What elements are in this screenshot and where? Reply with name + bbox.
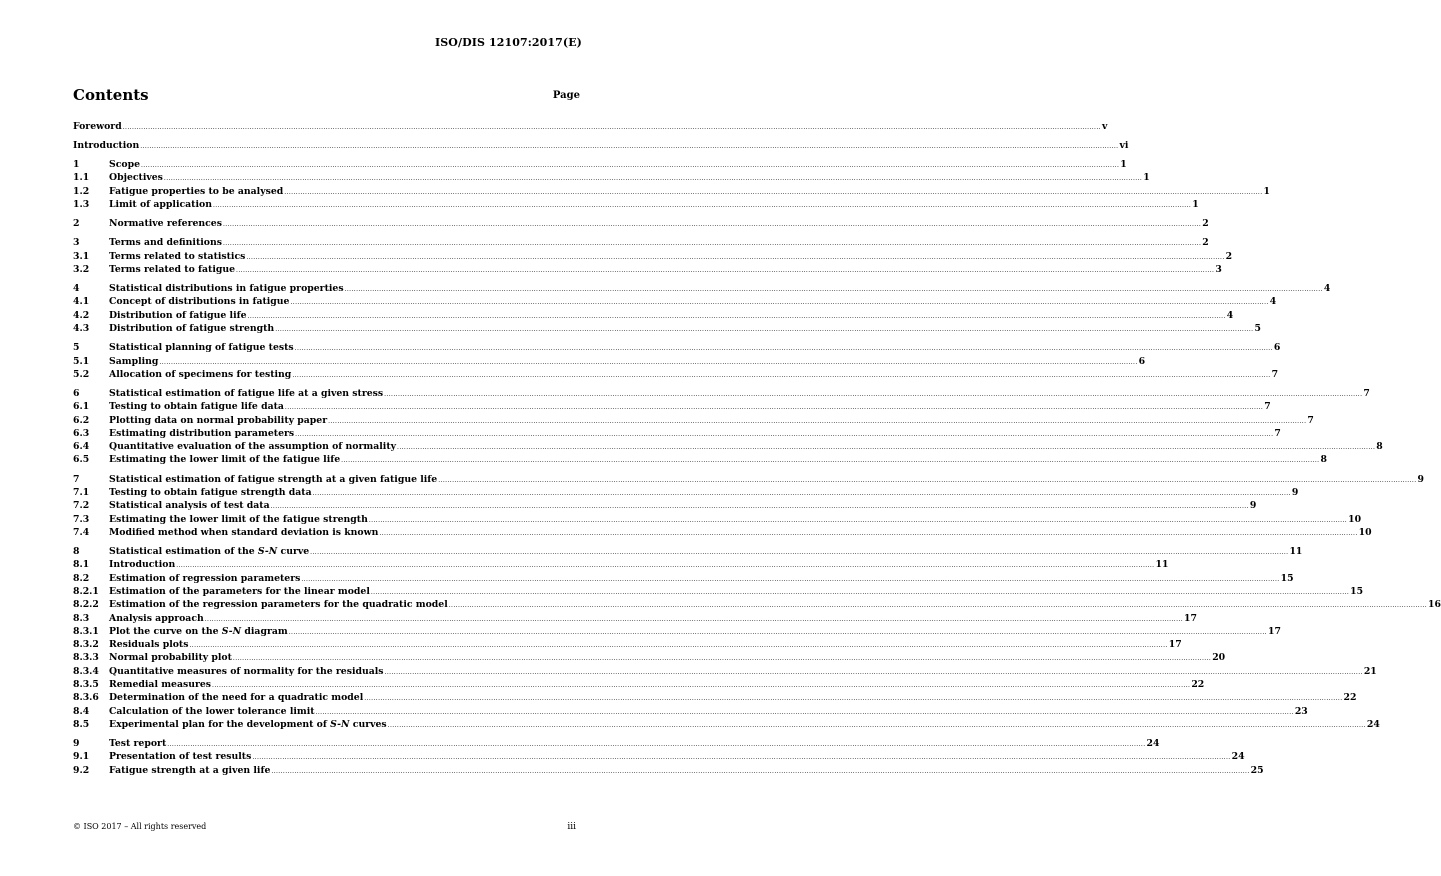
toc-entry-number: 8.3.3 xyxy=(73,652,99,664)
dot-leader xyxy=(123,121,1101,134)
toc-entry-title: Quantitative evaluation of the assumption of normality xyxy=(109,441,397,453)
toc-entry-page: 8 xyxy=(1320,454,1327,466)
toc-entry-page: 7 xyxy=(1307,414,1314,426)
dot-leader xyxy=(341,454,1319,467)
dot-leader xyxy=(141,159,1119,172)
toc-entry[interactable] xyxy=(73,764,1264,777)
dot-leader xyxy=(223,237,1201,250)
toc-entry[interactable] xyxy=(73,322,1261,335)
toc-entry-title: Limit of application xyxy=(109,198,212,210)
toc-entry-number: 1.2 xyxy=(73,185,90,197)
toc-entry-number: 3.2 xyxy=(73,263,90,275)
dot-leader xyxy=(212,679,1190,692)
toc-entry-page: 9 xyxy=(1291,486,1299,498)
toc-entry-number: 8.2.1 xyxy=(73,585,99,597)
toc-entry-page: 7 xyxy=(1264,401,1271,413)
toc-entry-number: 2 xyxy=(73,218,80,230)
dot-leader xyxy=(213,199,1191,212)
toc-entry-number: 8 xyxy=(73,546,80,558)
toc-entry-page: 23 xyxy=(1294,705,1308,717)
toc-entry-page: 8 xyxy=(1376,441,1383,453)
toc-entry[interactable] xyxy=(73,400,1271,413)
dot-leader xyxy=(313,487,1291,500)
toc-entry[interactable] xyxy=(73,718,1380,731)
toc-entry-number: 8.3.4 xyxy=(73,665,99,677)
dot-leader xyxy=(388,719,1366,732)
toc-entry[interactable] xyxy=(73,120,1108,133)
dot-leader xyxy=(328,415,1306,428)
dot-leader xyxy=(271,500,1249,513)
toc-entry-title: Modified method when standard deviation is known xyxy=(109,526,379,538)
dot-leader xyxy=(371,586,1349,599)
toc-entry[interactable] xyxy=(73,387,1370,400)
toc-entry-title: Introduction xyxy=(109,559,176,571)
toc-entry-page: 17 xyxy=(1267,625,1281,637)
toc-entry-title: Foreword xyxy=(73,121,122,132)
dot-leader xyxy=(310,546,1288,559)
toc-entry-number: 4 xyxy=(73,283,80,295)
toc-entry-page: 5 xyxy=(1254,323,1261,335)
toc-entry-number: 1 xyxy=(73,159,80,171)
toc-entry[interactable] xyxy=(73,414,1314,427)
toc-entry-number: 6.1 xyxy=(73,401,90,413)
toc-entry-title: Sampling xyxy=(109,355,159,367)
toc-entry-title: Plot the curve on the S-N diagram xyxy=(109,625,288,637)
toc-entry-title: Terms related to fatigue xyxy=(109,263,236,275)
toc-entry-page: 9 xyxy=(1249,500,1257,512)
toc-entry-page: 6 xyxy=(1138,355,1146,367)
dot-leader xyxy=(289,626,1267,639)
dot-leader xyxy=(159,356,1137,369)
dot-leader xyxy=(275,323,1253,336)
dot-leader xyxy=(167,738,1145,751)
toc-entry-number: 3.1 xyxy=(73,250,90,262)
dot-leader xyxy=(223,218,1201,231)
toc-entry-number: 8.3 xyxy=(73,612,90,624)
toc-entry[interactable] xyxy=(73,691,1357,704)
toc-entry-title: Remedial measures xyxy=(109,679,212,690)
toc-entry-title: Statistical estimation of fatigue life at a given stress xyxy=(109,387,384,399)
toc-entry-number: 6 xyxy=(73,387,80,399)
toc-entry-number: 8.3.2 xyxy=(73,639,99,651)
toc-entry-title: Testing to obtain fatigue strength data xyxy=(109,486,312,498)
toc-entry-page: 20 xyxy=(1212,652,1226,664)
dot-leader xyxy=(284,186,1262,199)
toc-entry-number: 4.1 xyxy=(73,296,90,308)
toc-entry-title: Scope xyxy=(109,159,140,171)
toc-entry-title: Experimental plan for the development of S-N curves xyxy=(109,718,387,730)
dot-leader xyxy=(290,296,1268,309)
toc-entry-title: Fatigue properties to be analysed xyxy=(109,185,284,197)
toc-entry[interactable] xyxy=(73,355,1146,368)
toc-entry-number: 5 xyxy=(73,342,80,354)
toc-entry[interactable] xyxy=(73,185,1271,198)
toc-entry[interactable] xyxy=(73,526,1372,539)
toc-entry-page: 3 xyxy=(1215,263,1222,275)
toc-entry-page: 17 xyxy=(1184,612,1197,624)
dot-leader xyxy=(164,172,1142,185)
toc-entry-page: 17 xyxy=(1168,639,1182,651)
toc-entry-page: 2 xyxy=(1202,218,1209,230)
toc-entry-number: 6.5 xyxy=(73,454,90,466)
dot-leader xyxy=(285,401,1263,414)
toc-entry[interactable] xyxy=(73,612,1197,625)
toc-entry[interactable] xyxy=(73,651,1226,664)
toc-entry[interactable] xyxy=(73,678,1205,691)
dot-leader xyxy=(397,441,1375,454)
toc-entry[interactable] xyxy=(73,427,1281,440)
toc-entry-page: 1 xyxy=(1263,185,1271,197)
toc-entry-page: 21 xyxy=(1363,665,1377,677)
toc-entry-page: 24 xyxy=(1231,751,1245,763)
toc-entry-title: Statistical distributions in fatigue properties xyxy=(109,283,344,295)
toc-entry[interactable] xyxy=(73,295,1277,308)
toc-entry-title: Estimation of the parameters for the linear model xyxy=(109,585,370,597)
toc-entry-title: Statistical planning of fatigue tests xyxy=(109,342,294,354)
toc-entry-title: Presentation of test results xyxy=(109,751,252,763)
toc-entry-number: 1.3 xyxy=(73,198,90,210)
dot-leader xyxy=(252,751,1230,764)
dot-leader xyxy=(385,666,1363,679)
toc-entry-page: 4 xyxy=(1323,283,1331,295)
toc-entry[interactable] xyxy=(73,236,1209,249)
toc-entry-title: Residuals plots xyxy=(109,639,189,651)
toc-entry-page: 22 xyxy=(1191,679,1205,690)
toc-entry-number: 1.1 xyxy=(73,172,90,184)
toc-entry-title: Allocation of specimens for testing xyxy=(109,368,292,380)
toc-entry-number: 7 xyxy=(73,473,80,485)
toc-entry-title: Estimation of the regression parameters for the quadratic model xyxy=(109,599,448,611)
dot-leader xyxy=(316,706,1294,719)
toc-entry-page: 1 xyxy=(1143,172,1150,184)
toc-entry-number: 7.3 xyxy=(73,513,90,525)
toc-entry[interactable] xyxy=(73,453,1327,466)
toc-entry[interactable] xyxy=(73,585,1364,598)
toc-entry-page: 16 xyxy=(1428,599,1441,611)
dot-leader xyxy=(140,140,1118,153)
dot-leader xyxy=(236,264,1214,277)
toc-entry[interactable] xyxy=(73,665,1377,678)
toc-entry[interactable] xyxy=(73,282,1331,295)
toc-entry-number: 8.3.6 xyxy=(73,692,99,704)
toc-entry-page: 7 xyxy=(1271,368,1279,380)
toc-entry[interactable] xyxy=(73,750,1245,763)
toc-entry-number: 4.3 xyxy=(73,323,90,335)
toc-entry-title: Statistical estimation of fatigue strength at a given fatigue life xyxy=(109,473,438,485)
dot-leader xyxy=(384,388,1362,401)
toc-entry-number: 8.5 xyxy=(73,718,90,730)
toc-entry-page: v xyxy=(1101,121,1108,132)
toc-entry-number: 8.1 xyxy=(73,559,90,571)
dot-leader xyxy=(379,527,1357,540)
toc-entry-title: Quantitative measures of normality for the residuals xyxy=(109,665,384,677)
toc-entry-number: 8.2 xyxy=(73,572,90,584)
toc-entry[interactable] xyxy=(73,171,1150,184)
toc-entry-title: Statistical estimation of the S-N curve xyxy=(109,546,310,558)
toc-entry-page: 11 xyxy=(1155,559,1169,571)
copyright-footer: © ISO 2017 – All rights reserved xyxy=(73,822,207,831)
toc-entry[interactable] xyxy=(73,158,1127,171)
toc-entry-page: 11 xyxy=(1289,546,1303,558)
toc-entry[interactable] xyxy=(73,737,1160,750)
toc-entry[interactable] xyxy=(73,558,1169,571)
toc-entry-page: 7 xyxy=(1274,427,1281,439)
toc-entry[interactable] xyxy=(73,598,1441,611)
toc-entry-number: 6.2 xyxy=(73,414,90,426)
toc-entry-number: 9 xyxy=(73,738,80,750)
toc-entry-number: 8.2.2 xyxy=(73,599,99,611)
toc-entry-title: Terms and definitions xyxy=(109,237,222,249)
page-title: Contents xyxy=(73,86,149,104)
toc-entry-page: 24 xyxy=(1366,718,1380,730)
toc-entry[interactable] xyxy=(73,513,1362,526)
toc-entry-page: 6 xyxy=(1273,342,1281,354)
toc-entry[interactable] xyxy=(73,572,1294,585)
toc-entry-number: 4.2 xyxy=(73,309,90,321)
toc-entry-number: 7.4 xyxy=(73,526,90,538)
toc-entry-number: 3 xyxy=(73,237,80,249)
toc-entry[interactable] xyxy=(73,309,1234,322)
toc-entry-number: 5.1 xyxy=(73,355,90,367)
toc-entry[interactable] xyxy=(73,440,1383,453)
toc-entry-title: Introduction xyxy=(73,139,140,151)
page-column-label: Page xyxy=(552,90,580,101)
toc-entry-title: Estimating distribution parameters xyxy=(109,427,295,439)
toc-entry-title: Estimating the lower limit of the fatigue life xyxy=(109,454,341,466)
toc-entry[interactable] xyxy=(73,250,1233,263)
dot-leader xyxy=(176,559,1154,572)
toc-entry-number: 6.4 xyxy=(73,441,90,453)
toc-entry[interactable] xyxy=(73,625,1281,638)
toc-entry-number: 7.1 xyxy=(73,486,90,498)
toc-entry-page: 9 xyxy=(1417,473,1424,485)
toc-entry[interactable] xyxy=(73,341,1281,354)
dot-leader xyxy=(301,573,1279,586)
dot-leader xyxy=(205,613,1183,626)
toc-entry-page: 4 xyxy=(1269,296,1277,308)
toc-entry-number: 5.2 xyxy=(73,368,90,380)
toc-entry-page: 2 xyxy=(1225,250,1233,262)
page-number: iii xyxy=(567,822,576,832)
toc-entry-number: 7.2 xyxy=(73,500,90,512)
toc-entry[interactable] xyxy=(73,638,1182,651)
dot-leader xyxy=(246,251,1224,264)
dot-leader xyxy=(295,428,1273,441)
toc-entry[interactable] xyxy=(73,499,1257,512)
toc-entry[interactable] xyxy=(73,545,1303,558)
toc-entry[interactable] xyxy=(73,705,1308,718)
table-of-contents xyxy=(73,120,1441,777)
toc-entry-title: Distribution of fatigue strength xyxy=(109,323,275,335)
dot-leader xyxy=(248,310,1226,323)
toc-entry-title: Normal probability plot xyxy=(109,652,232,664)
dot-leader xyxy=(292,369,1270,382)
toc-entry[interactable] xyxy=(73,486,1299,499)
toc-entry-title: Estimation of regression parameters xyxy=(109,572,301,584)
toc-entry-number: 8.4 xyxy=(73,705,90,717)
toc-entry[interactable] xyxy=(73,217,1209,230)
toc-entry-title: Concept of distributions in fatigue xyxy=(109,296,290,308)
toc-entry-page: 10 xyxy=(1348,513,1362,525)
toc-entry-title: Statistical analysis of test data xyxy=(109,500,270,512)
toc-entry-title: Calculation of the lower tolerance limit xyxy=(109,705,315,717)
dot-leader xyxy=(364,692,1342,705)
toc-entry-page: 24 xyxy=(1146,738,1160,750)
toc-entry[interactable] xyxy=(73,139,1129,152)
toc-entry-page: 1 xyxy=(1120,159,1127,171)
toc-entry-number: 8.3.5 xyxy=(73,679,99,690)
toc-entry-number: 9.2 xyxy=(73,764,90,776)
toc-entry-page: 10 xyxy=(1358,526,1372,538)
toc-entry-number: 6.3 xyxy=(73,427,90,439)
toc-entry-title: Distribution of fatigue life xyxy=(109,309,247,321)
dot-leader xyxy=(233,652,1211,665)
dot-leader xyxy=(295,342,1273,355)
toc-entry[interactable] xyxy=(73,473,1424,486)
toc-entry-title: Objectives xyxy=(109,172,163,184)
toc-entry-title: Terms related to statistics xyxy=(109,250,246,262)
toc-entry[interactable] xyxy=(73,263,1222,276)
toc-entry-number: 9.1 xyxy=(73,751,90,763)
toc-entry-title: Analysis approach xyxy=(109,612,204,624)
toc-entry-page: 22 xyxy=(1343,692,1357,704)
toc-entry[interactable] xyxy=(73,198,1199,211)
toc-entry-number: 8.3.1 xyxy=(73,625,99,637)
toc-entry-page: vi xyxy=(1119,139,1129,151)
toc-entry-page: 2 xyxy=(1202,237,1209,249)
toc-entry-title: Determination of the need for a quadratic model xyxy=(109,692,364,704)
toc-entry-page: 7 xyxy=(1363,387,1370,399)
document-id: ISO/DIS 12107:2017(E) xyxy=(435,36,582,49)
toc-entry[interactable] xyxy=(73,368,1279,381)
toc-entry-page: 1 xyxy=(1192,198,1199,210)
toc-entry-page: 4 xyxy=(1226,309,1234,321)
toc-entry-title: Fatigue strength at a given life xyxy=(109,764,271,776)
toc-entry-title: Testing to obtain fatigue life data xyxy=(109,401,284,413)
toc-entry-page: 15 xyxy=(1350,585,1364,597)
dot-leader xyxy=(438,474,1416,487)
toc-entry-page: 25 xyxy=(1250,764,1264,776)
toc-entry-title: Test report xyxy=(109,738,167,750)
toc-entry-title: Normative references xyxy=(109,218,222,230)
toc-entry-title: Estimating the lower limit of the fatigue strength xyxy=(109,513,368,525)
dot-leader xyxy=(449,599,1427,612)
dot-leader xyxy=(345,283,1323,296)
dot-leader xyxy=(271,765,1249,778)
dot-leader xyxy=(369,514,1347,527)
dot-leader xyxy=(189,639,1167,652)
toc-entry-title: Plotting data on normal probability paper xyxy=(109,414,328,426)
toc-entry-page: 15 xyxy=(1280,572,1294,584)
